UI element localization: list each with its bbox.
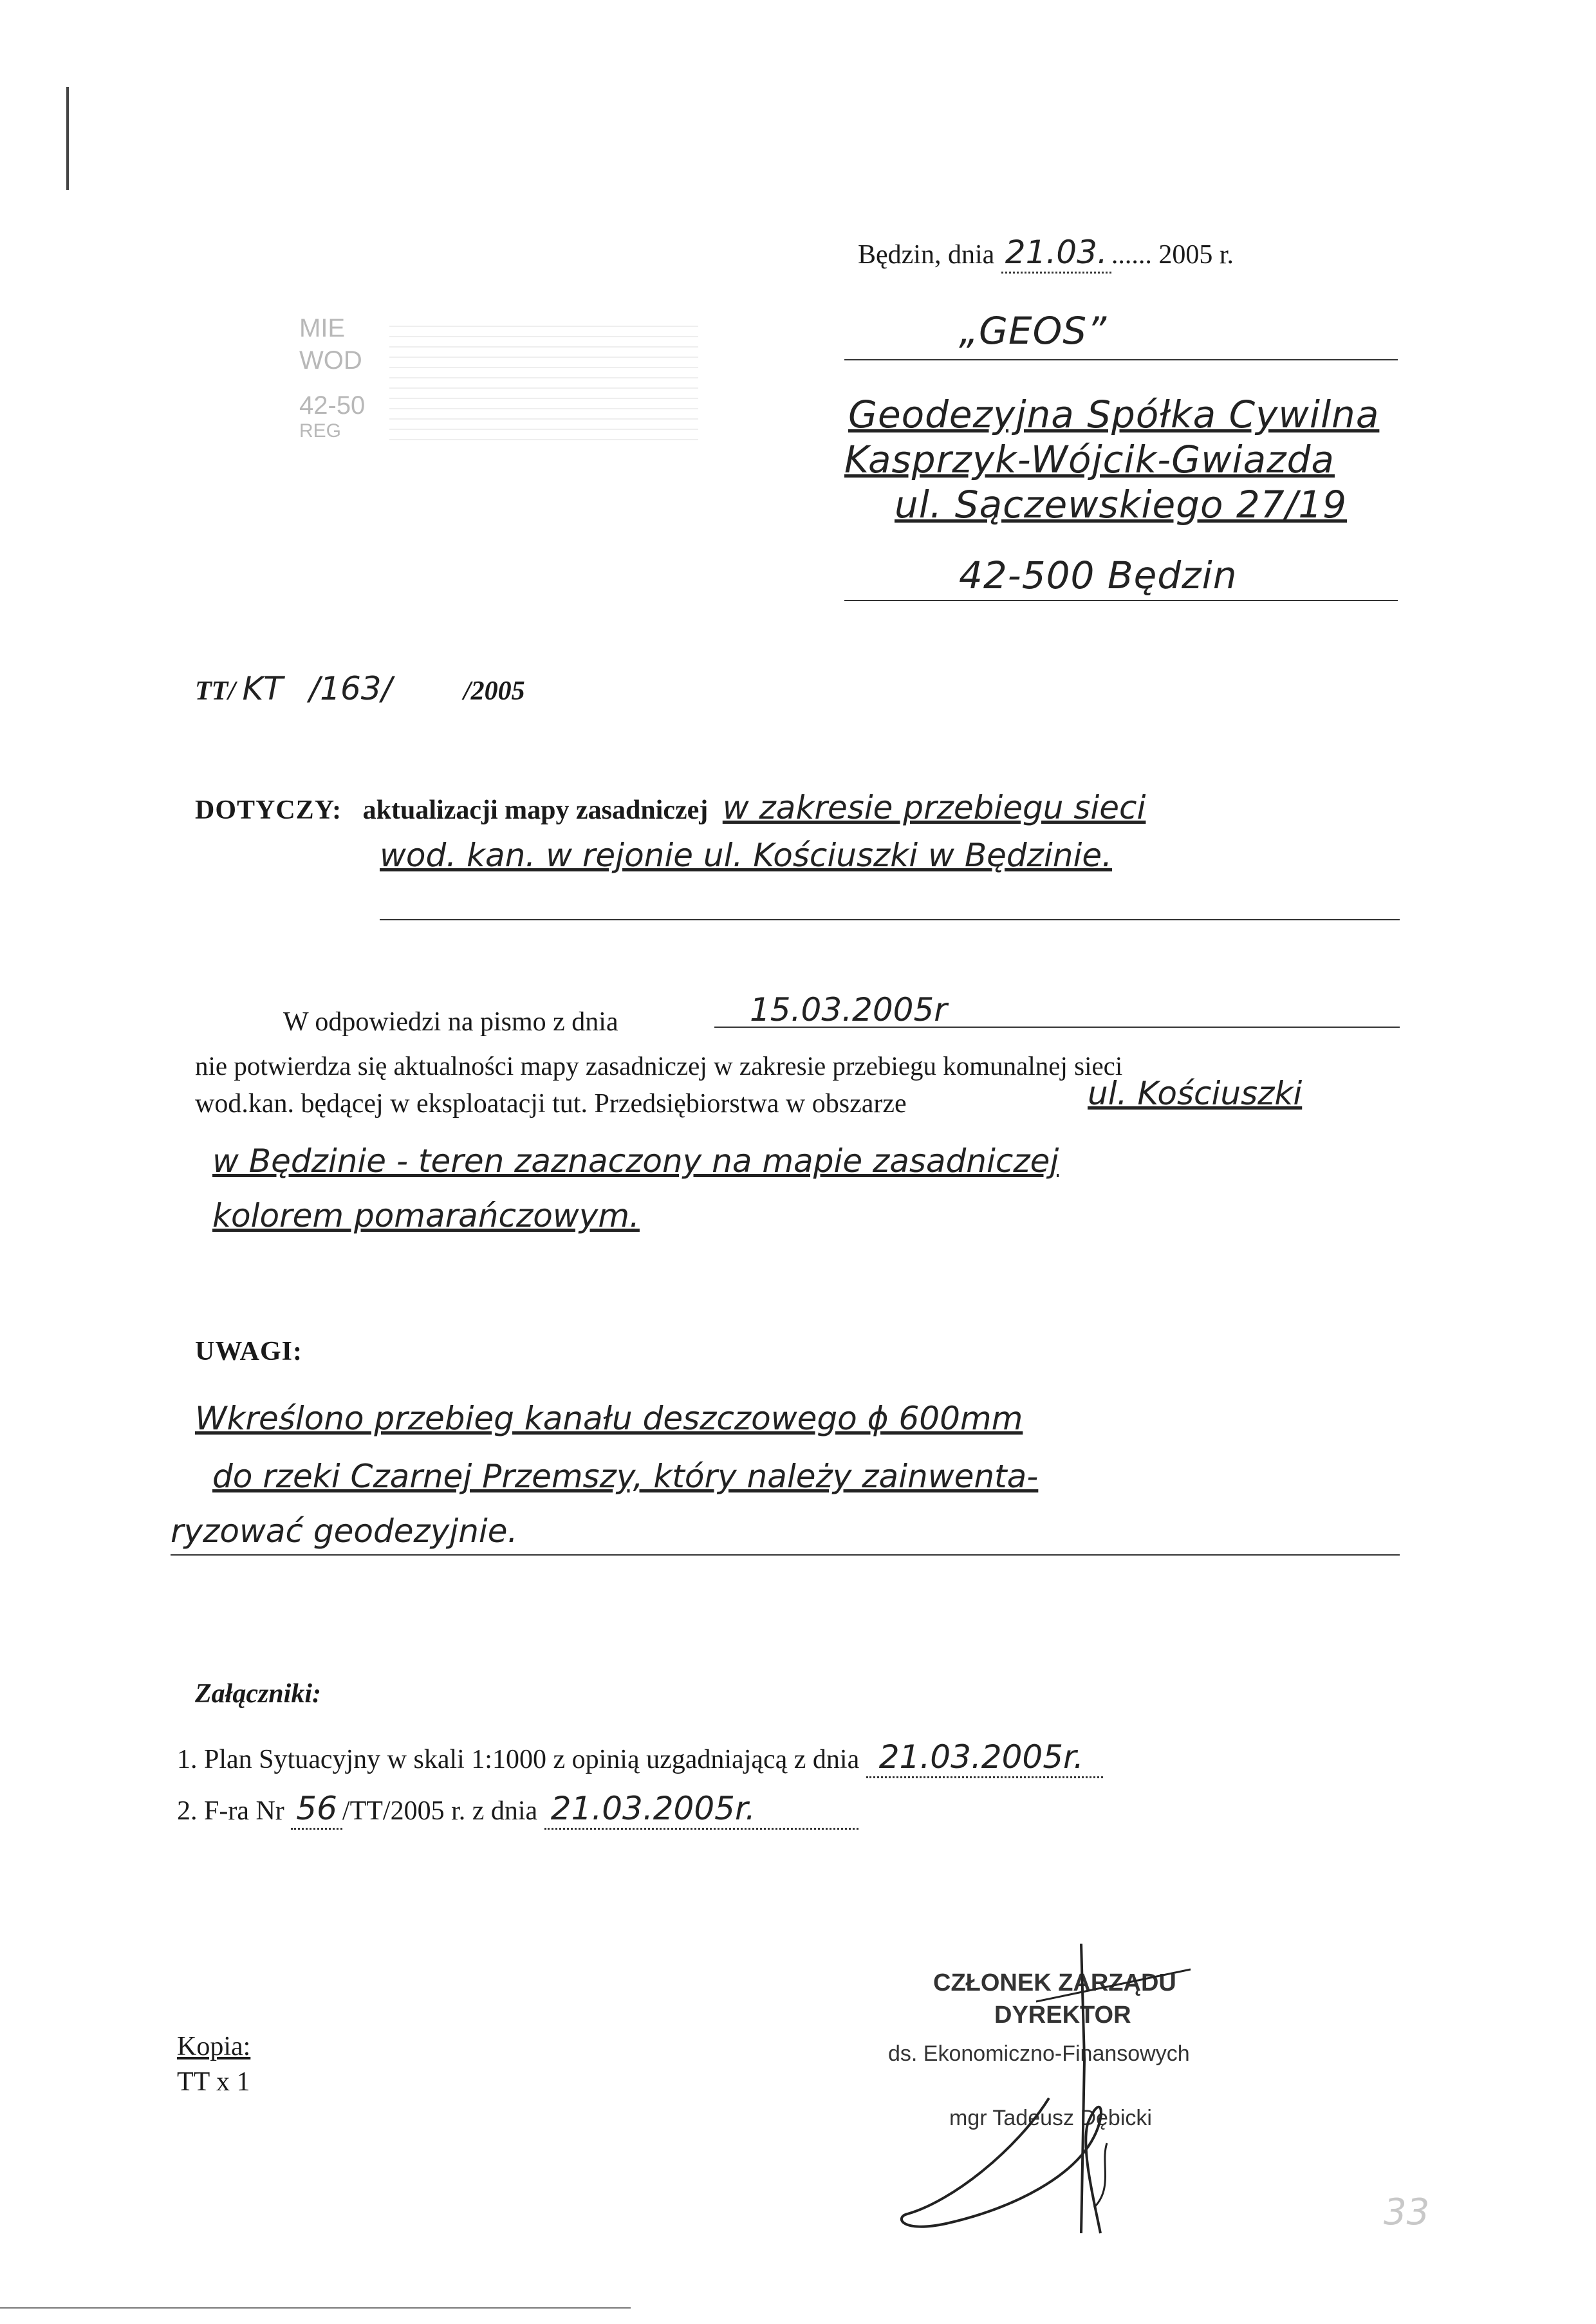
reference-prefix: TT/ [195,676,236,706]
attachment-item2-mid: /TT/2005 r. z dnia [342,1796,538,1826]
page-mark: 33 [1384,2191,1430,2233]
reply-prefix: W odpowiedzi na pismo z dnia [283,1007,618,1037]
subject-handwritten-1: w zakresie przebiegu sieci [722,789,1146,826]
remarks-line2: do rzeki Czarnej Przemszy, który należy zainwenta- [212,1458,1039,1495]
sender-stamp-line4: REG [299,420,342,442]
reply-date: 15.03.2005r [750,991,947,1028]
body-line3: wod.kan. będącej w eksploatacji tut. Przedsiębiorstwa w obszarze [195,1089,907,1119]
reference [195,669,525,708]
margin-bracket [66,87,73,190]
subject-rule [380,919,1400,920]
recipient-line5: 42-500 Będzin [959,553,1238,597]
date-suffix: 2005 r. [1158,240,1234,270]
remarks-line1: Wkreślono przebieg kanału deszczowego ϕ 600mm [195,1400,1023,1437]
copy-value: TT x 1 [177,2067,250,2097]
recipient-line1: „GEOS” [959,309,1108,353]
attachment-item1 [177,1738,1103,1778]
body-line2: nie potwierdza się aktualności mapy zasadniczej w zakresie przebiegu komunalnej sieci [195,1051,1123,1081]
place-date-prefix: Będzin, dnia [858,240,995,270]
attachment-item2-date: 21.03.2005r. [544,1789,858,1830]
sender-stamp-line3: 42-50 [299,391,366,420]
subject-row [195,788,1146,827]
signature-stamp [888,1969,1248,2240]
reference-year: /2005 [463,676,525,706]
reply-rule [714,1027,1400,1028]
reply-row [283,1006,618,1038]
recipient-rule1 [844,359,1398,360]
sender-stamp [299,314,724,475]
attachment-item1-date: 21.03.2005r. [866,1738,1103,1778]
date-handwritten: 21.03. [1001,233,1111,274]
sender-stamp-line1: MIE [299,314,346,342]
remarks-line3: ryzować geodezyjnie. [171,1512,518,1550]
subject-label: DOTYCZY: [195,795,342,825]
body-handwritten-5: kolorem pomarańczowym. [212,1197,640,1234]
attachment-item2-prefix: 2. F-ra Nr [177,1796,284,1826]
recipient-line3: Kasprzyk-Wójcik-Gwiazda [844,438,1335,481]
stamp-line3: ds. Ekonomiczno-Finansowych [888,2041,1190,2066]
remarks-rule [171,1554,1400,1556]
stamp-fade [389,321,698,449]
subject-handwritten-2: wod. kan. w rejonie ul. Kościuszki w Będzinie. [380,837,1112,874]
handwritten-signature [888,1931,1248,2240]
stamp-line2: DYREKTOR [994,2002,1131,2029]
sender-stamp-line2: WOD [299,346,362,375]
attachment-item2-number: 56 [291,1789,342,1830]
stamp-line4: mgr Tadeusz Dębicki [949,2106,1152,2130]
body-handwritten-4: w Będzinie - teren zaznaczony na mapie zasadniczej [212,1142,1059,1180]
recipient-line4: ul. Sączewskiego 27/19 [895,483,1348,526]
remarks-label: UWAGI: [195,1337,303,1366]
place-date [858,233,1234,274]
subject-text: aktualizacji mapy zasadniczej [362,795,709,825]
dots-filler: ...... [1111,240,1152,270]
recipient-rule5 [844,600,1398,601]
stamp-line1: CZŁONEK ZARZĄDU [933,1969,1176,1996]
attachment-item2 [177,1789,858,1830]
bottom-scan-edge [0,2307,631,2309]
attachment-item1-text: 1. Plan Sytuacyjny w skali 1:1000 z opinią uzgadniającą z dnia [177,1745,860,1774]
recipient-line2: Geodezyjna Spółka Cywilna [848,393,1380,436]
attachments-label: Załączniki: [195,1679,321,1709]
reference-number: /163/ [309,670,393,707]
reference-code: KT [242,670,283,707]
body-area: ul. Kościuszki [1088,1075,1303,1112]
copy-label: Kopia: [177,2032,251,2061]
